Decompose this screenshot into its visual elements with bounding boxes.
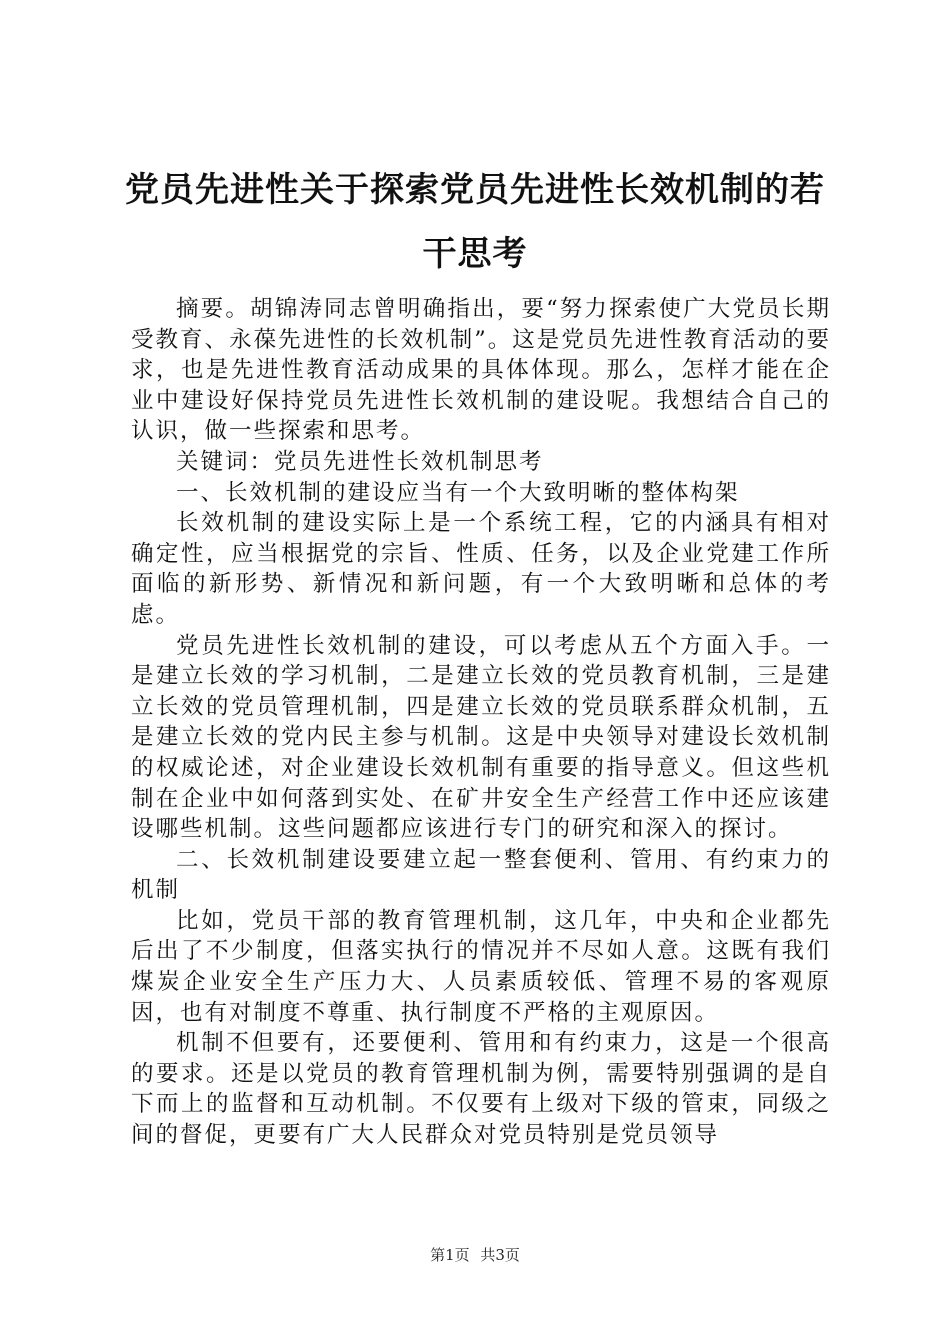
document-title: 党员先进性关于探索党员先进性长效机制的若干思考 [125, 170, 825, 274]
section-heading-2: 二、长效机制建设要建立起一整套便利、管用、有约束力的机制 [131, 846, 831, 904]
paragraph-keywords: 关键词：党员先进性长效机制思考 [176, 448, 544, 475]
section-heading-1: 一、长效机制的建设应当有一个大致明晰的整体构架 [176, 479, 740, 506]
page-total: 共3页 [480, 1246, 520, 1264]
paragraph: 机制不但要有，还要便利、管用和有约束力，这是一个很高的要求。还是以党员的教育管理机制为例，需要特别强调的是自下而上的监督和互动机制。不仅要有上级对下级的管束，同级之间的督促，更要有广大人民群众对党员特别是党员领导 [131, 1030, 831, 1149]
page-footer [0, 1244, 950, 1265]
page-number: 第1页 [430, 1246, 470, 1264]
paragraph: 比如，党员干部的教育管理机制，这几年，中央和企业都先后出了不少制度，但落实执行的情况并不尽如人意。这既有我们煤炭企业安全生产压力大、人员素质较低、管理不易的客观原因，也有对制度不尊重、执行制度不严格的主观原因。 [131, 907, 831, 1026]
paragraph: 党员先进性长效机制的建设，可以考虑从五个方面入手。一是建立长效的学习机制，二是建立长效的党员教育机制，三是建立长效的党员管理机制，四是建立长效的党员联系群众机制，五是建立长效的党内民主参与机制。这是中央领导对建设长效机制的权威论述，对企业建设长效机制有重要的指导意义。但这些机制在企业中如何落到实处、在矿井安全生产经营工作中还应该建设哪些机制。这些问题都应该进行专门的研究和深入的探讨。 [131, 632, 831, 843]
paragraph-abstract: 摘要。胡锦涛同志曾明确指出，要“努力探索使广大党员长期受教育、永葆先进性的长效机制”。这是党员先进性教育活动的要求，也是先进性教育活动成果的具体体现。那么，怎样才能在企业中建设好保持党员先进性长效机制的建设呢。我想结合自己的认识，做一些探索和思考。 [131, 296, 831, 445]
document-body [131, 294, 831, 1151]
paragraph: 长效机制的建设实际上是一个系统工程，它的内涵具有相对确定性，应当根据党的宗旨、性质、任务，以及企业党建工作所面临的新形势、新情况和新问题，有一个大致明晰和总体的考虑。 [131, 510, 831, 628]
